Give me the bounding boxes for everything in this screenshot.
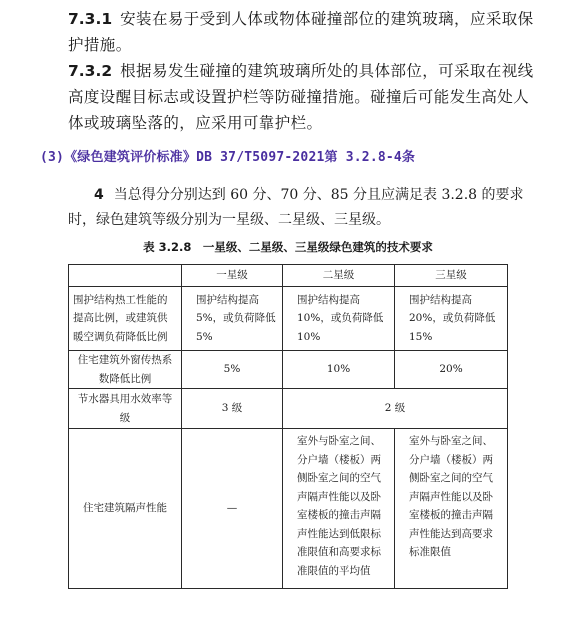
cell-water-two-three: 2 级 — [283, 389, 508, 429]
table-row — [69, 389, 508, 429]
table-caption: 表 3.2.8 一星级、二星级、三星级绿色建筑的技术要求 — [143, 240, 433, 254]
cell-sound-three: 室外与卧室之间、分户墙（楼板）两侧卧室之间的空气声隔声性能以及卧室楼板的撞击声隔声性能达到高要求标准限值 — [395, 429, 508, 589]
clause-7-3-1 — [68, 6, 543, 58]
cell-envelope-one: 围护结构提高5%，或负荷降低5% — [182, 287, 283, 351]
header-one-star: 一星级 — [182, 265, 283, 287]
clause-text: 根据易发生碰撞的建筑玻璃所处的具体部位，可采取在视线高度设醒目标志或设置护栏等防碰撞措施。碰撞后可能发生高处人体或玻璃坠落的，应采用可靠护栏。 — [68, 62, 534, 132]
header-three-star: 三星级 — [395, 265, 508, 287]
standard-reference: (3)《绿色建筑评价标准》DB 37/T5097-2021第 3.2.8-4条 — [40, 150, 416, 165]
item-text: 当总得分分别达到 60 分、70 分、85 分且应满足表 3.2.8 的要求时，绿色建筑等级分别为一星级、二星级、三星级。 — [68, 187, 524, 228]
clause-7-3-2 — [68, 58, 543, 136]
cell-sound-two: 室外与卧室之间、分户墙（楼板）两侧卧室之间的空气声隔声性能以及卧室楼板的撞击声隔声性能达到低限标准限值和高要求标准限值的平均值 — [283, 429, 395, 589]
cell-water-one: 3 级 — [182, 389, 283, 429]
item-number: 4 — [94, 187, 104, 203]
header-two-star: 二星级 — [283, 265, 395, 287]
row-label-envelope: 围护结构热工性能的提高比例，或建筑供暖空调负荷降低比例 — [69, 287, 182, 351]
requirements-table — [68, 264, 508, 589]
clause-number: 7.3.2 — [68, 62, 113, 80]
cell-envelope-three: 围护结构提高20%，或负荷降低15% — [395, 287, 508, 351]
clause-number: 7.3.1 — [68, 10, 113, 28]
row-label-window: 住宅建筑外窗传热系数降低比例 — [69, 351, 182, 389]
clause-text: 安装在易于受到人体或物体碰撞部位的建筑玻璃，应采取保护措施。 — [68, 10, 534, 54]
row-label-water: 节水器具用水效率等级 — [69, 389, 182, 429]
cell-window-two: 10% — [283, 351, 395, 389]
cell-window-one: 5% — [182, 351, 283, 389]
table-row — [69, 351, 508, 389]
table-row — [69, 429, 508, 589]
table-header-row — [69, 265, 508, 287]
header-blank-cell — [69, 265, 182, 287]
table-row — [69, 287, 508, 351]
cell-envelope-two: 围护结构提高10%，或负荷降低10% — [283, 287, 395, 351]
cell-window-three: 20% — [395, 351, 508, 389]
cell-sound-one: — — [182, 429, 283, 589]
item-4 — [68, 183, 528, 233]
row-label-sound: 住宅建筑隔声性能 — [69, 429, 182, 589]
